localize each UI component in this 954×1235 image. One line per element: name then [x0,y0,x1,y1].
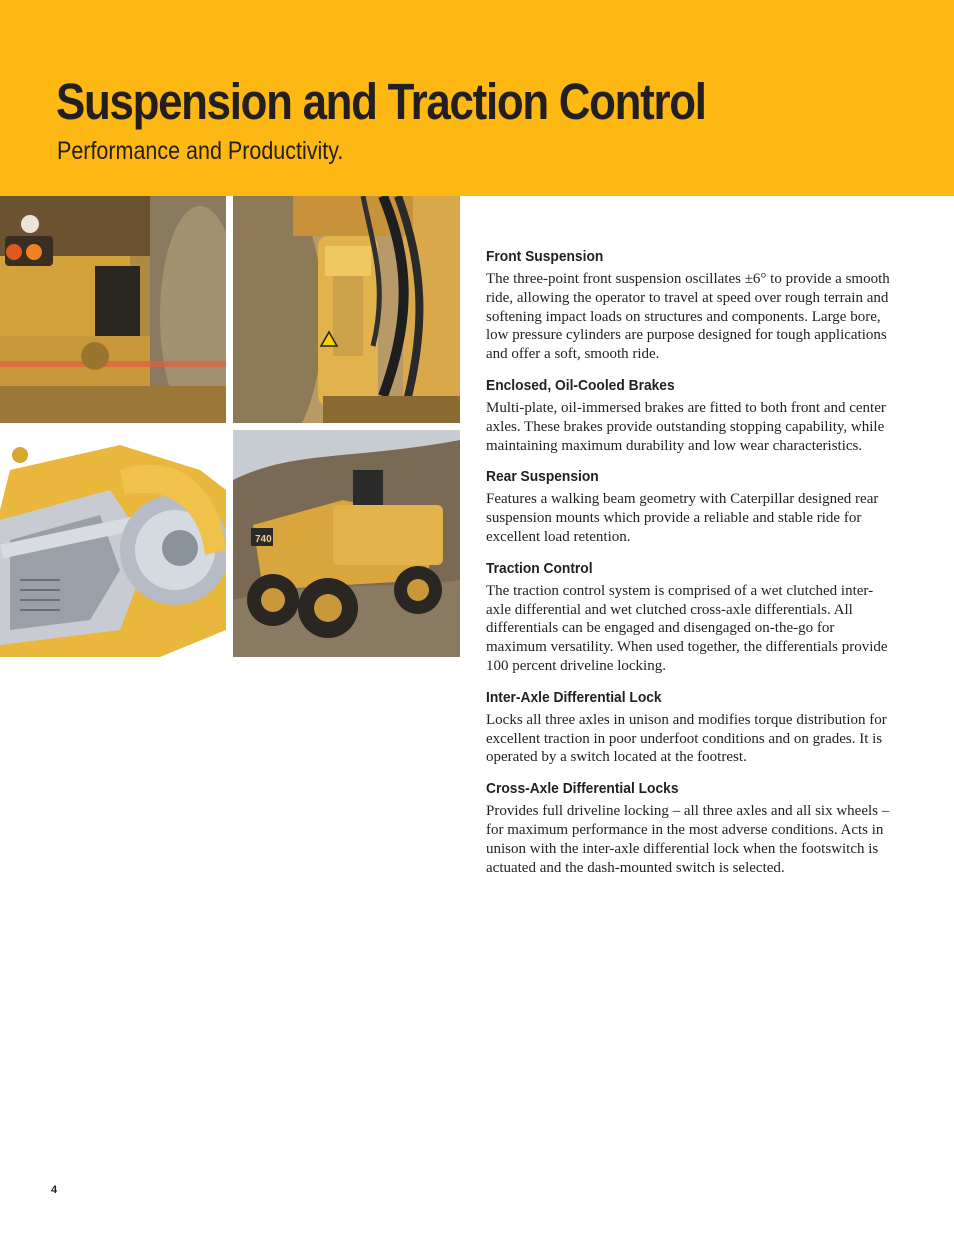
section-inter-axle-lock [486,688,896,767]
section-body: Multi-plate, oil-immersed brakes are fitted to both front and center axles. These brakes provide outstanding stopping capability, while maintaining maximum durability and low wear characteristics. [486,399,886,454]
section-body: Provides full driveline locking – all three axles and all six wheels – for maximum performance in the most adverse conditions. Acts in unison with the inter-axle differential lock when the footswitch is actuated and the dash-mounted switch is selected. [486,803,890,876]
section-body: Locks all three axles in unison and modifies torque distribution for excellent traction in poor underfoot conditions and on grades. It is operated by a switch located at the footrest. [486,711,887,766]
header-banner [0,0,954,196]
section-body: Features a walking beam geometry with Caterpillar designed rear suspension mounts which provide a reliable and stable ride for excellent load retention. [486,491,879,545]
page-title: Suspension and Traction Control [56,73,706,130]
section-heading: Front Suspension [486,248,604,265]
section-traction-control [486,559,896,676]
front-suspension-mount-photo [0,196,226,423]
section-heading: Rear Suspension [486,468,599,486]
section-heading: Traction Control [486,559,593,577]
section-heading: Cross-Axle Differential Locks [486,780,679,798]
section-body: The traction control system is comprised of a wet clutched inter-axle differential and wet clutched cross-axle differentials. All differentials can be engaged and disengaged on-the-go for maximum versatility. When used together, the differentials provide 100 percent driveline locking. [486,582,888,674]
articulated-truck-photo [233,430,460,657]
section-heading: Enclosed, Oil-Cooled Brakes [486,376,675,394]
section-rear-suspension [486,467,896,546]
feature-text-column [486,247,896,889]
section-body: The three-point front suspension oscillates ±6° to provide a smooth ride, allowing the operator to travel at speed over rough terrain and softening impact loads on structures and components. Large bore, low pressure cylinders are purpose designed for tough applications and offer a soft, smooth ride. [486,271,890,363]
truck-model-label: 740 [255,534,272,545]
section-oil-cooled-brakes [486,376,896,455]
section-heading: Inter-Axle Differential Lock [486,688,662,706]
section-cross-axle-locks [486,779,896,877]
page-number: 4 [51,1184,58,1196]
brake-differential-cutaway-illustration [0,430,226,657]
suspension-cylinder-photo [233,196,460,423]
section-front-suspension [486,247,896,364]
page-subtitle: Performance and Productivity. [57,137,344,165]
